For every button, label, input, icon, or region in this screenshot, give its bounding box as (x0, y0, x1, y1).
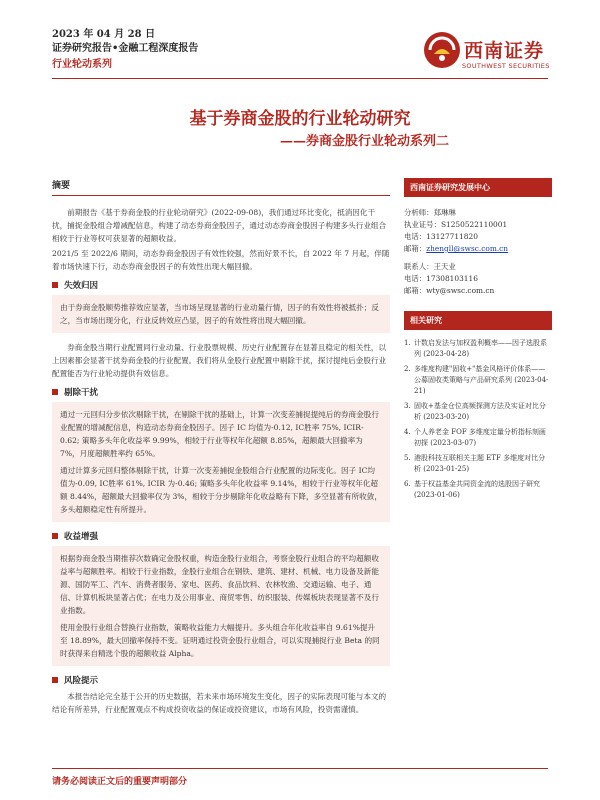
related-research-heading: 相关研究 (404, 311, 552, 330)
related-item-number: 2. (404, 365, 411, 373)
related-item-text (414, 427, 552, 449)
related-research-list (404, 338, 552, 501)
related-item-text (414, 401, 552, 423)
related-item-text (414, 453, 552, 475)
analyst-info (404, 207, 552, 297)
analyst-1-email-row (404, 243, 552, 255)
highlight-box (52, 402, 390, 522)
section-heading-text: 剔除干扰 (64, 388, 99, 398)
header-divider (52, 78, 548, 79)
related-item[interactable] (404, 338, 552, 360)
related-item-title: 港股科技互联相关主题 ETF 多维度对比分析 (414, 454, 546, 473)
analyst-1-email-label: 邮箱： (404, 244, 427, 253)
related-item-title: 个人养老金 FOF 多维度定量分析指标刻画初探 (414, 428, 546, 447)
bullet-square-icon (52, 389, 58, 395)
analyst-1-name: 分析师：郑琳琳 (404, 208, 456, 217)
related-item-number: 3. (404, 402, 411, 410)
sidebar (404, 178, 552, 505)
footer-disclaimer: 请务必阅读正文后的重要声明部分 (52, 777, 188, 787)
company-name-english: SOUTHWEST SECURITIES (462, 62, 550, 70)
related-item-text (414, 364, 552, 397)
research-center-heading: 西南证券研究发展中心 (404, 178, 552, 197)
analyst-2-phone: 电话：17308103116 (404, 274, 478, 283)
analyst-1-email-link[interactable]: zhengll@swsc.com.cn (426, 244, 509, 253)
attribution-paragraph: 券商金股当期行业配置同行业动量、行业股票规模、历史行业配置存在显著且稳定的相关性，以上因素都会显著干扰券商金股的行业配置。我们将从金股行业配置中剔除干扰，探讨提纯后金股行业配置能否为行业轮动提供有效信息。 (52, 343, 387, 378)
related-item-date: (2023-03-20) (423, 413, 470, 421)
section-heading-risk (52, 674, 390, 686)
bullet-square-icon (52, 533, 58, 539)
enhancement-text-2: 使用金股行业组合替换行业指数，策略收益能力大幅提升。多头组合年化收益率自 9.61%提升至 18.89%，最大回撤率保持不变。证明通过投资金股行业组合，可以实现捕捉行业 Beta 的同时获得来自精选个股的超额收益 Alpha。 (60, 623, 380, 658)
related-item-date: (2023-01-06) (414, 491, 460, 499)
analyst-1-phone: 电话：13127711820 (404, 232, 478, 241)
related-item[interactable] (404, 453, 552, 475)
related-item-number: 6. (404, 480, 411, 488)
report-header (52, 28, 198, 72)
section-heading-remove-interference (52, 386, 390, 398)
related-item-date: (2023-04-21) (414, 376, 549, 395)
section-heading-text: 风险提示 (64, 676, 99, 686)
remove-multivariate-text: 通过计算多元回归整体剔除干扰，计算一次变差捕捉金股组合行业配置的边际变化。因子 IC均值为-0.09, IC胜率 61%, ICIR 为-0.46; 策略多头年化收益率 9.14%，相较于行业等权年化超额 8.44%，超额最大回撤率仅为 3%，相较于分步剔除年化收益略有下降，多空显著有所收敛，多头超额稳定性有所提升。 (60, 466, 382, 514)
remove-stepwise-text: 通过一元回归分步依次剔除干扰，在剔除干扰的基础上，计算一次变差捕捉提纯后的券商金股行业配置的增减配信息，构造动态券商金股因子。因子 IC 均值为-0.12, IC胜率 75%, ICIR-0.62; 策略多头年化收益率 9.99%，相较于行业等权年化超额 8.85%，超额最大回撤率为 7%，月度超额胜率约 65%。 (60, 410, 379, 458)
related-item-number: 4. (404, 428, 411, 436)
related-item-number: 1. (404, 339, 411, 347)
risk-paragraph: 本报告结论完全基于公开的历史数据，若未来市场环境发生变化，因子的实际表现可能与本文的结论有所差异，行业配置观点不构成投资收益的保证或投资建议，市场有风险，投资需谨慎。 (52, 692, 387, 714)
analyst-1-cert: 执业证号：S1250522110001 (404, 220, 508, 229)
bullet-square-icon (52, 282, 58, 288)
related-item[interactable] (404, 401, 552, 423)
report-type: 证券研究报告•金融工程深度报告 (52, 43, 199, 54)
page-subtitle: ——券商金股行业轮动系列二 (280, 134, 450, 149)
analyst-2-email: 邮箱：wty@swsc.com.cn (404, 286, 495, 295)
abstract-heading: 摘要 (52, 178, 390, 196)
related-item-date: (2023-01-25) (423, 465, 470, 473)
abstract-intro-1: 前期报告《基于券商金股的行业轮动研究》(2022-09-08)，我们通过环比变化，抵消因化干扰，捕捉金股组合增减配信息，构建了动态券商金股因子，通过动态券商金股因子构建多头行业组合相较于行业等权可获显著的超额收益。 (52, 208, 387, 243)
highlight-box (52, 295, 390, 333)
section-heading-return-enhancement (52, 530, 390, 542)
report-date: 2023 年 04 月 28 日 (52, 29, 156, 40)
related-item[interactable] (404, 364, 552, 397)
highlight-box (52, 546, 390, 666)
report-series: 行业轮动系列 (52, 59, 112, 70)
section-heading-text: 失效归因 (64, 281, 99, 291)
related-item[interactable] (404, 427, 552, 449)
related-item-text (414, 338, 552, 360)
attribution-box-text: 由于券商金股顺势推荐效应显著，当市场呈现显著的行业动量行情，因子的有效性将被抵扑；反之，当市场出现分化，行业反转效应凸显，因子的有效性将出现大幅回撤。 (60, 303, 379, 325)
related-item-text (414, 479, 552, 501)
related-item-date: (2023-04-28) (423, 350, 470, 358)
bullet-square-icon (52, 677, 58, 683)
company-name: 西南证券 (464, 40, 545, 62)
related-item-number: 5. (404, 454, 411, 462)
related-item-date: (2023-03-07) (430, 439, 477, 447)
analyst-2-name: 联系人：王天业 (404, 262, 456, 271)
related-item[interactable] (404, 479, 552, 501)
section-heading-attribution (52, 279, 390, 291)
related-item-title: 多维度构建"固收+"基金风格评价体系——公募固收类策略与产品研究系列 (414, 365, 546, 384)
related-item-title: 基于权益基金共同资金流的选股因子研究 (414, 480, 540, 488)
enhancement-text-1: 根据券商金股当期推荐次数确定金股权重，构造金股行业组合，考察金股行业组合的平均超额收益率与超额胜率。相较于行业指数，金股行业组合在钢铁、建筑、建材、机械、电力设备及新能源、国防军工、汽车、消费者服务、家电、医药、食品饮料、农林牧渔、交通运输、电子、通信、计算机板块显著占优；在电力及公用事业、商贸零售、纺织服装、传媒板块表现显著不及行业指数。 (60, 554, 379, 615)
related-item-title: 固收+基金仓位高频探测方法及实证对比分析 (414, 402, 546, 421)
footer-divider (52, 768, 548, 769)
abstract-section (52, 178, 390, 718)
abstract-intro-2: 2021/5 至 2022/6 期间，动态券商金股因子有效性较强，然而好景不长，自 2022 年 7 月起，伴随着市场快速下行，动态券商金股因子的有效性出现大幅回撤。 (52, 249, 390, 271)
section-heading-text: 收益增强 (64, 532, 99, 542)
related-item-title: 计数启发法与加权盈利概率——因子选股系列 (414, 339, 547, 358)
page-title: 基于券商金股的行业轮动研究 (189, 109, 411, 129)
